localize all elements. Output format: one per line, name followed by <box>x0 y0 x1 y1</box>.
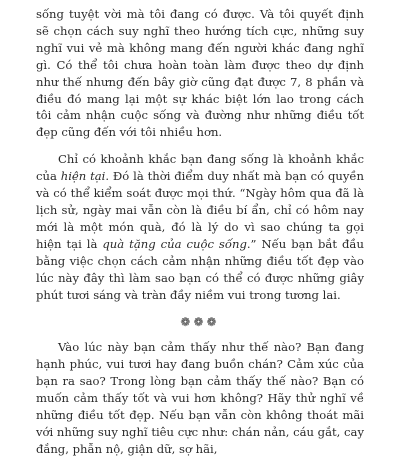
paragraph-present-moment <box>36 151 364 303</box>
paragraph-text: . Đó là thời điểm duy nhất mà bạn có quyền và có thể kiểm soát được mọi thứ. “Ngày hôm qua đã là lịch sử, ngày mai vẫn còn là điều bí ẩn, chỉ có hôm nay mới là một món quà, đó là lý do vì sao chúng ta gọi hiện tại là <box>36 169 365 251</box>
emphasis-qua-tang: quà tặng của cuộc sống <box>102 236 247 251</box>
paragraph-text: .” Nếu bạn bắt đầu bằng việc chọn cách cảm nhận những điều tốt đẹp vào lúc này đây thì làm sao bạn có thể có được những giây phút tươi sáng và tràn đầy niềm vui trong tương lai. <box>36 236 364 302</box>
paragraph-continued: sống tuyệt vời mà tôi đang có được. Và tôi quyết định sẽ chọn cách suy nghĩ theo hướng tích cực, những suy nghĩ vui vẻ mà không mang đến người khác đang nghĩ gì. Có thể tôi chưa hoàn toàn làm được theo dự định như thế nhưng đến bây giờ cũng đạt được 7, 8 phần và điều đó mang lại một sự khác biệt lớn lao trong cách tôi cảm nhận cuộc sống và đường như những điều tốt đẹp cũng đến với tôi nhiều hơn. <box>36 7 364 140</box>
section-divider-ornament: ❁❁❁ <box>180 315 220 330</box>
emphasis-hien-tai: hiện tại <box>60 169 106 184</box>
paragraph-text: Chỉ có khoảnh khắc bạn đang sống là khoảnh khắc của <box>36 152 364 184</box>
paragraph-questions: Vào lúc này bạn cảm thấy như thế nào? Bạn đang hạnh phúc, vui tươi hay đang buồn chán? Cảm xúc của bạn ra sao? Trong lòng bạn cảm thấy thế nào? Bạn có muốn cảm thấy tốt và vui hơn không? Hãy thử nghĩ về những điều tốt đẹp. Nếu bạn vẫn còn không thoát mãi với những suy nghĩ tiêu cực như: chán nản, cáu gắt, cay đắng, phẫn nộ, giận dữ, sợ hãi, <box>36 340 364 456</box>
